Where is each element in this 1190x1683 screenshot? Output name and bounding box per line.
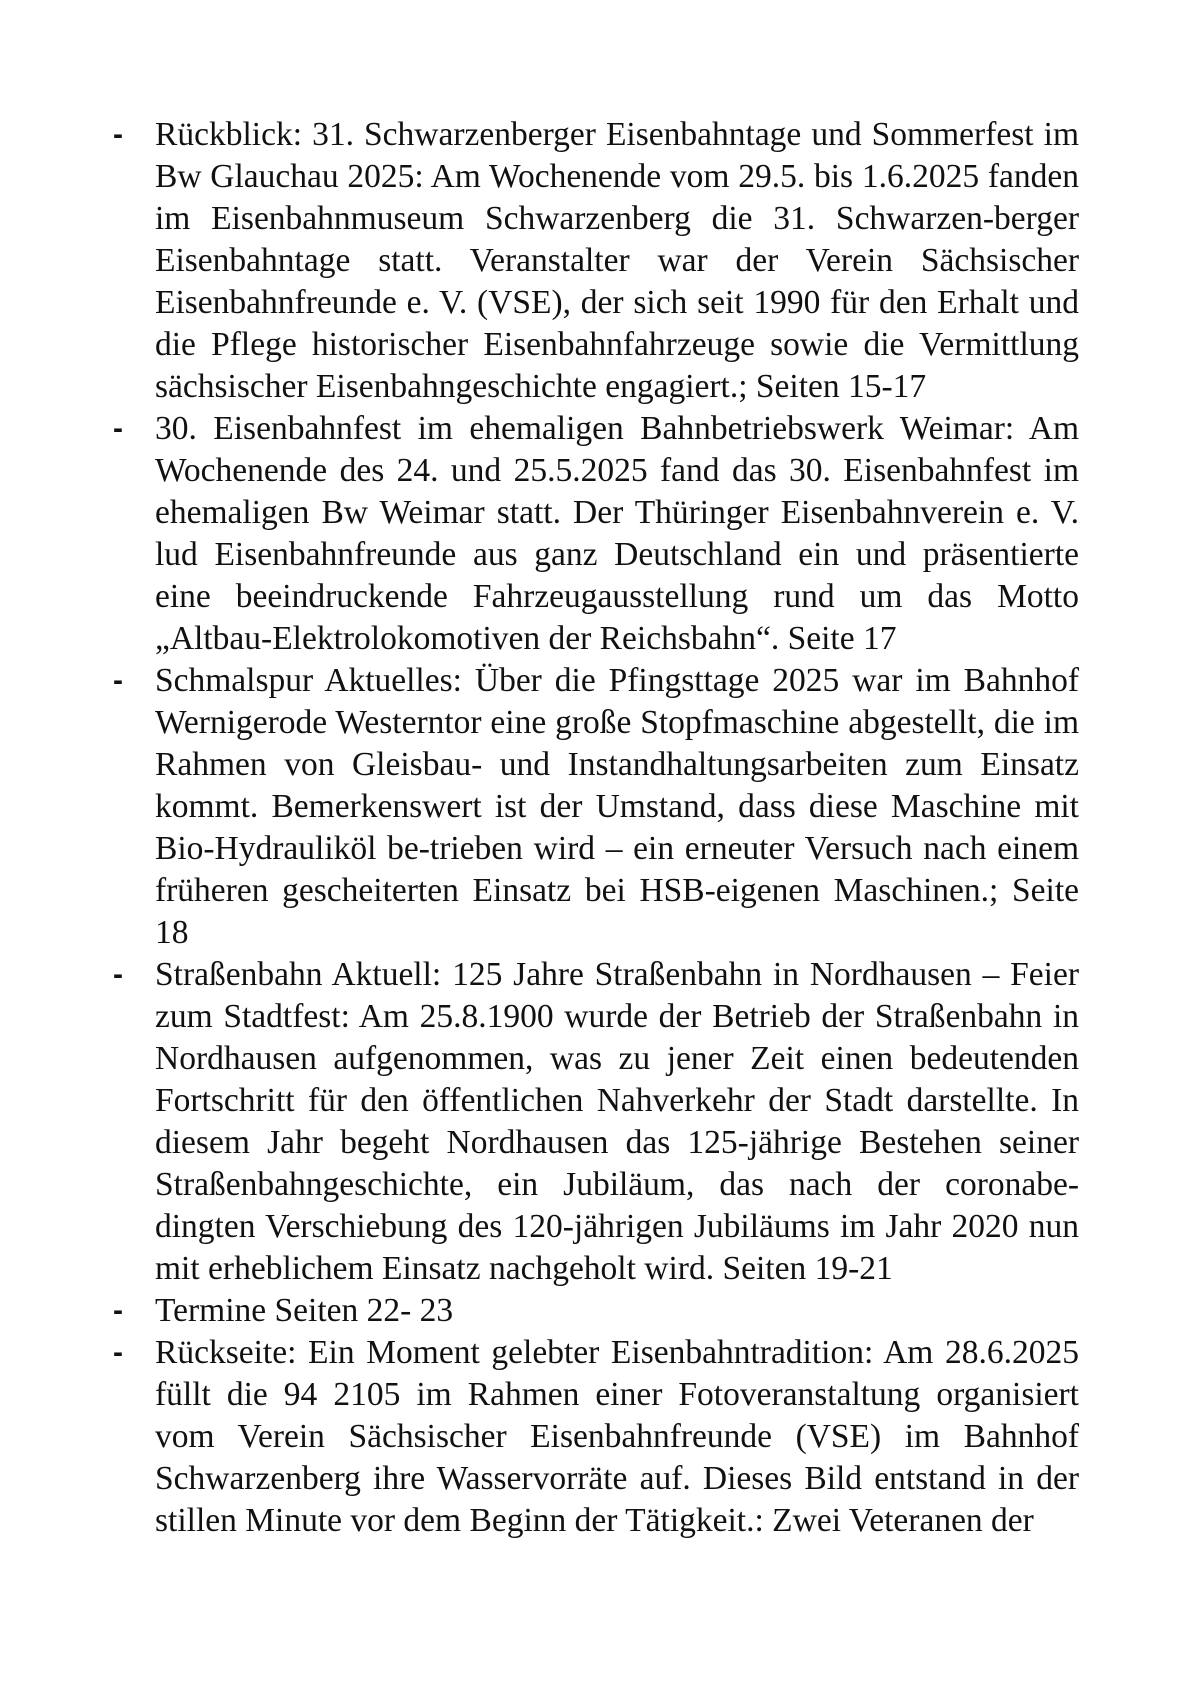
list-item	[113, 114, 1079, 408]
bullet-dash: -	[113, 958, 123, 991]
list-item	[113, 660, 1079, 954]
bullet-dash: -	[113, 664, 123, 697]
bullet-dash: -	[113, 118, 123, 151]
bullet-dash: -	[113, 1336, 123, 1369]
list-item-text: Rückblick: 31. Schwarzenberger Eisenbahntage und Sommerfest im Bw Glauchau 2025: Am Wochenende vom 29.5. bis 1.6.2025 fanden im Eisenbahnmuseum Schwarzenberg die 31. Schwarzen-berger Eisenbahntage statt. Veranstalter war der Verein Sächsischer Eisenbahnfreunde e. V. (VSE), der sich seit 1990 für den Erhalt und die Pflege historischer Eisenbahnfahrzeuge sowie die Vermittlung sächsischer Eisenbahngeschichte engagiert.; Seiten 15-17	[155, 116, 1079, 405]
bullet-dash: -	[113, 1294, 123, 1327]
list-item-text: Schmalspur Aktuelles: Über die Pfingsttage 2025 war im Bahnhof Wernigerode Westerntor eine große Stopfmaschine abgestellt, die im Rahmen von Gleisbau- und Instandhaltungsarbeiten zum Einsatz kommt. Bemerkenswert ist der Umstand, dass diese Maschine mit Bio-Hydrauliköl be-trieben wird – ein erneuter Versuch nach einem früheren gescheiterten Einsatz bei HSB-eigenen Maschinen.; Seite 18	[155, 662, 1079, 951]
list-item	[113, 954, 1079, 1290]
list-item-text: Termine Seiten 22- 23	[155, 1292, 454, 1329]
list-item-text: Rückseite: Ein Moment gelebter Eisenbahntradition: Am 28.6.2025 füllt die 94 2105 im Rahmen einer Fotoveranstaltung organisiert vom Verein Sächsischer Eisenbahnfreunde (VSE) im Bahnhof Schwarzenberg ihre Wasservorräte auf. Dieses Bild entstand in der stillen Minute vor dem Beginn der Tätigkeit.: Zwei Veteranen der	[155, 1334, 1079, 1539]
article-list	[113, 114, 1079, 1542]
list-item	[113, 1332, 1079, 1542]
list-item	[113, 408, 1079, 660]
bullet-dash: -	[113, 412, 123, 445]
list-item	[113, 1290, 1079, 1332]
list-item-text: 30. Eisenbahnfest im ehemaligen Bahnbetriebswerk Weimar: Am Wochenende des 24. und 25.5.2025 fand das 30. Eisenbahnfest im ehemaligen Bw Weimar statt. Der Thüringer Eisenbahnverein e. V. lud Eisenbahnfreunde aus ganz Deutschland ein und präsentierte eine beeindruckende Fahrzeugausstellung rund um das Motto „Altbau-Elektrolokomotiven der Reichsbahn“. Seite 17	[155, 410, 1079, 657]
list-item-text: Straßenbahn Aktuell: 125 Jahre Straßenbahn in Nordhausen – Feier zum Stadtfest: Am 25.8.1900 wurde der Betrieb der Straßenbahn in Nordhausen aufgenommen, was zu jener Zeit einen bedeutenden Fortschritt für den öffentlichen Nahverkehr der Stadt darstellte. In diesem Jahr begeht Nordhausen das 125-jährige Bestehen seiner Straßenbahngeschichte, ein Jubiläum, das nach der coronabe-dingten Verschiebung des 120-jährigen Jubiläums im Jahr 2020 nun mit erheblichem Einsatz nachgeholt wird. Seiten 19-21	[155, 956, 1079, 1287]
